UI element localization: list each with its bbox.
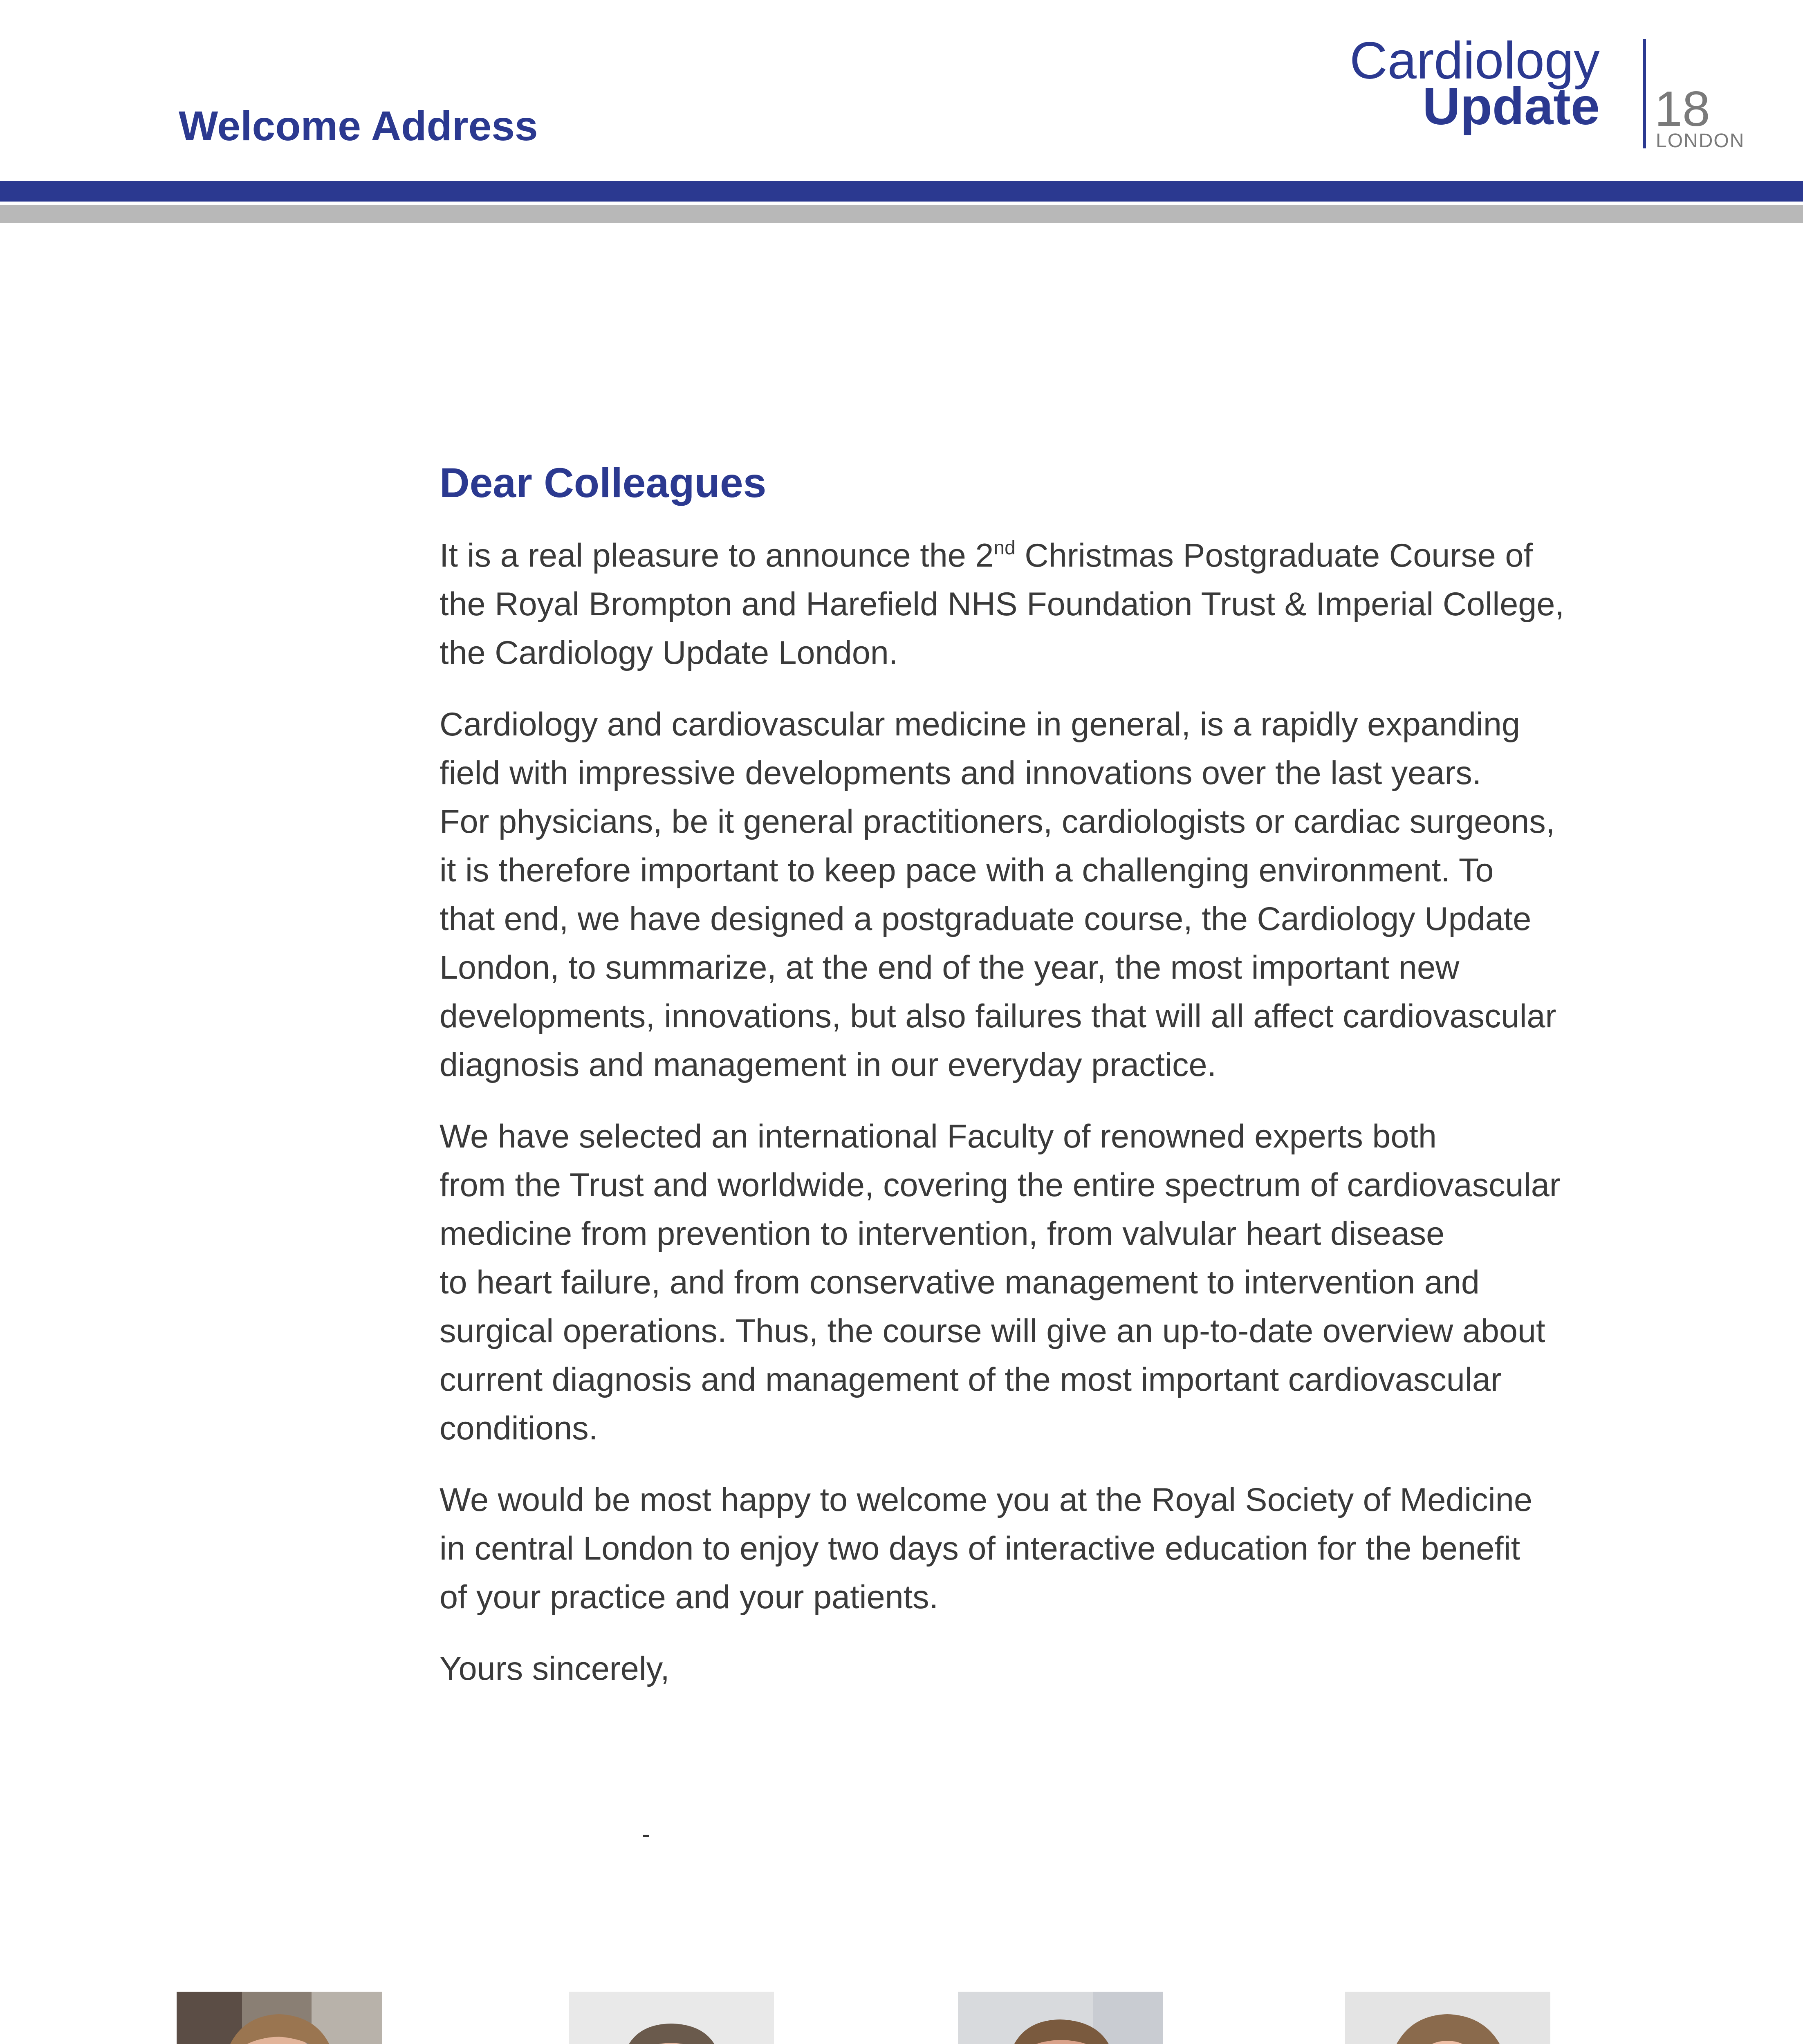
- signature-mark: [643, 1835, 649, 1837]
- header-band-blue: [0, 181, 1803, 202]
- portrait-photo: [1345, 1992, 1550, 2044]
- paragraph-line: We would be most happy to welcome you at the Royal Society of Medicine: [440, 1481, 1532, 1519]
- paragraph-line: the Cardiology Update London.: [440, 634, 898, 672]
- signatory-card: [958, 1992, 1293, 2044]
- paragraph-line: current diagnosis and management of the most important cardiovascular: [440, 1361, 1502, 1399]
- text-span: Christmas Postgraduate Course of: [1015, 537, 1533, 574]
- paragraph-line: London, to summarize, at the end of the year, the most important new: [440, 949, 1460, 986]
- signatory-card: [177, 1992, 512, 2044]
- signatory-card: [569, 1992, 904, 2044]
- portrait-photo: [177, 1992, 382, 2044]
- paragraph-line: it is therefore important to keep pace with a challenging environment. To: [440, 852, 1494, 889]
- paragraph-4: [440, 1476, 1584, 1622]
- text-span: It is a real pleasure to announce the 2: [440, 537, 994, 574]
- portrait-photo: [958, 1992, 1163, 2044]
- paragraph-line: Cardiology and cardiovascular medicine in general, is a rapidly expanding: [440, 706, 1520, 743]
- cardiology-update-logo: [1350, 31, 1756, 157]
- paragraph-1: [440, 531, 1584, 677]
- paragraph-line: diagnosis and management in our everyday practice.: [440, 1047, 1217, 1084]
- paragraph-line: surgical operations. Thus, the course will give an up-to-date overview about: [440, 1313, 1545, 1350]
- superscript: nd: [993, 537, 1016, 559]
- logo-number: 18: [1655, 81, 1710, 137]
- paragraph-line: that end, we have designed a postgraduate course, the Cardiology Update: [440, 901, 1532, 938]
- paragraph-2: [440, 700, 1584, 1089]
- logo-divider: [1643, 39, 1646, 148]
- salutation: Dear Colleagues: [440, 459, 767, 506]
- paragraph-line: the Royal Brompton and Harefield NHS Foundation Trust & Imperial College,: [440, 586, 1564, 623]
- logo-line2: Update: [1422, 77, 1600, 136]
- portrait-photo: [569, 1992, 774, 2044]
- paragraph-3: [440, 1112, 1584, 1453]
- paragraph-line: in central London to enjoy two days of interactive education for the benefit: [440, 1530, 1520, 1567]
- logo-line1: Cardiology: [1350, 31, 1600, 90]
- paragraph-line: developments, innovations, but also failures that will all affect cardiovascular: [440, 998, 1556, 1035]
- paragraph-line: field with impressive developments and innovations over the last years.: [440, 755, 1482, 792]
- page-title: Welcome Address: [179, 103, 538, 149]
- paragraph-line: For physicians, be it general practitioners, cardiologists or cardiac surgeons,: [440, 803, 1555, 840]
- welcome-letter: [440, 458, 1584, 1693]
- closing: Yours sincerely,: [440, 1650, 670, 1688]
- paragraph-line: from the Trust and worldwide, covering the entire spectrum of cardiovascular: [440, 1167, 1561, 1204]
- paragraph-line: conditions.: [440, 1410, 598, 1447]
- paragraph-line: We have selected an international Faculty of renowned experts both: [440, 1118, 1437, 1155]
- paragraph-line: medicine from prevention to intervention, from valvular heart disease: [440, 1215, 1445, 1253]
- signatory-card: [1345, 1992, 1680, 2044]
- header-band-grey: [0, 205, 1803, 223]
- paragraph-line: of your practice and your patients.: [440, 1579, 939, 1616]
- logo-city: LONDON: [1656, 130, 1745, 152]
- paragraph-line: to heart failure, and from conservative management to intervention and: [440, 1264, 1480, 1301]
- paragraph-line: [440, 531, 1584, 580]
